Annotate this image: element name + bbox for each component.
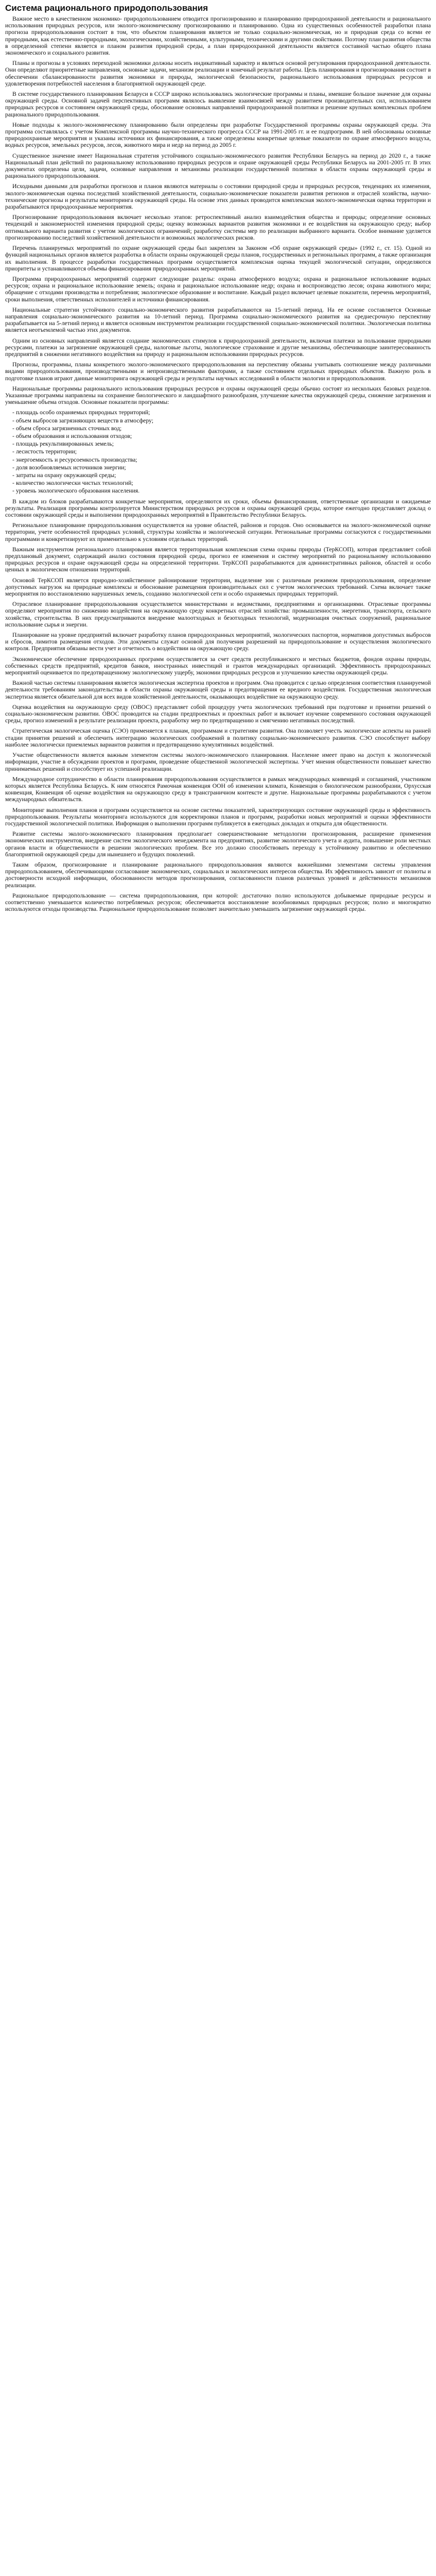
list-item: - энергоемкость и ресурсоемкость производства; bbox=[12, 456, 137, 463]
list-item: - объем выбросов загрязняющих веществ в атмосферу; bbox=[12, 417, 153, 424]
paragraph: Важной частью системы планирования является экологическая экспертиза проектов и программ. Она проводится с целью определения соответствия планируемой деятельности требованиям законодательства в области охраны окружающей среды и предотвращения ее вредного воздействия. Государственная экологическая экспертиза является обязательной для всех видов хозяйственной деятельности, оказывающих воздействие на окружающую среду. bbox=[5, 680, 431, 700]
paragraph: Новые подходы к эколого-экономическому планированию были определены при разработке Государственной программы охраны окружающей среды. Эта программа составлялась с учетом Комплексной программы научно-технического прогресса СССР на 1991-2005 гг. и ее подпрограмм. В ней обоснованы основные природоохранные мероприятия и указаны источники их финансирования, а также определены конкретные целевые показатели по охране атмосферного воздуха, водных ресурсов, земельных ресурсов, лесов, животного мира и недр на период до 2005 г. bbox=[5, 121, 431, 149]
paragraph: Рациональное природопользование — система природопользования, при которой: достаточно полно используются добываемые природные ресурсы и соответственно уменьшается количество потребляемых ресурсов; обеспечивается восстановление возобновимых природных ресурсов; полно и многократно используются отходы производства. Рациональное природопользование позволяет значительно уменьшить загрязнение окружающей среды. bbox=[5, 892, 431, 913]
document-body-intro bbox=[5, 15, 431, 405]
paragraph: Развитие системы эколого-экономического планирования предполагает совершенствование методологии прогнозирования, расширение применения экономических инструментов, внедрение систем экологического менеджмента на предприятиях, развитие экологического учета и аудита, повышение роли местных органов власти и общественности в решении экологических проблем. Все это должно способствовать переходу к устойчивому развитию и обеспечению благоприятной окружающей среды для нынешнего и будущих поколений. bbox=[5, 831, 431, 858]
paragraph: Международное сотрудничество в области планирования природопользования осуществляется в рамках международных конвенций и соглашений, участником которых является Республика Беларусь. К ним относятся Рамочная конвенция ООН об изменении климата, Конвенция о биологическом разнообразии, Орхусская конвенция, Конвенция об оценке воздействия на окружающую среду в трансграничном контексте и другие. Национальные программы разрабатываются с учетом международных обязательств. bbox=[5, 775, 431, 803]
list-item: - количество экологически чистых технологий; bbox=[12, 480, 133, 487]
paragraph: Прогнозирование природопользования включает несколько этапов: ретроспективный анализ взаимодействия общества и природы; определение основных тенденций и закономерностей изменения природной среды; оценку возможных вариантов развития экономики и ее воздействия на окружающую среду; выбор оптимального варианта развития с учетом экологических ограничений; разработку системы мер по реализации выбранного варианта. Особое внимание уделяется прогнозированию последствий хозяйственной деятельности и возможных экологических рисков. bbox=[5, 214, 431, 241]
paragraph: Программа природоохранных мероприятий содержит следующие разделы: охрана атмосферного воздуха; охрана и рациональное использование водных ресурсов; охрана и рациональное использование земель; охрана и рациональное использование недр; охрана и воспроизводство лесов; охрана животного мира; обращение с отходами производства и потребления; экологическое образование и воспитание. Каждый раздел включает целевые показатели, перечень мероприятий, сроки выполнения, ответственных исполнителей и источники финансирования. bbox=[5, 275, 431, 303]
paragraph: Исходными данными для разработки прогнозов и планов являются материалы о состоянии природной среды и природных ресурсов, тенденциях их изменения, эколого-экономическая оценка последствий хозяйственной деятельности, социально-экономические показатели развития регионов и отраслей хозяйства, научно-технические прогнозы и результаты мониторинга окружающей среды. На основе этих данных проводится комплексная эколого-экономическая оценка территории и разрабатываются природоохранные мероприятия. bbox=[5, 183, 431, 211]
paragraph: Таким образом, прогнозирование и планирование рационального природопользования являются важнейшими элементами системы управления природопользованием, обеспечивающими согласование экономических, социальных и экологических интересов общества. Их эффективность зависит от полноты и достоверности исходной информации, обоснованности методов прогнозирования, согласованности планов различных уровней и действенности механизмов реализации. bbox=[5, 861, 431, 889]
paragraph: Прогнозы, программы, планы конкретного эколого-экономического природопользования на перспективу обязаны учитывать соотношение между различными видами природопользования, производственными и непроизводственными факторами, а также состоянием отдельных природных объектов. Важную роль в подготовке планов играют данные мониторинга окружающей среды и результаты научных исследований в области экологии и природопользования. bbox=[5, 361, 431, 382]
paragraph: Отраслевое планирование природопользования осуществляется министерствами и ведомствами, предприятиями и организациями. Отраслевые программы определяют мероприятия по снижению воздействия на окружающую среду конкретных отраслей хозяйства: промышленности, энергетики, транспорта, сельского хозяйства, строительства. В них предусматриваются внедрение малоотходных и безотходных технологий, модернизация очистных сооружений, рациональное использование сырья и энергии. bbox=[5, 601, 431, 628]
list-item: - затраты на охрану окружающей среды; bbox=[12, 471, 116, 479]
paragraph: Региональное планирование природопользования осуществляется на уровне областей, районов и городов. Оно основывается на эколого-экономической оценке территории, учете особенностей природных условий, структуры хозяйства и экологической ситуации. Региональные программы согласуются с государственными программами и конкретизируют их применительно к условиям отдельных территорий. bbox=[5, 522, 431, 543]
paragraph: Существенное значение имеет Национальная стратегия устойчивого социально-экономического развития Республики Беларусь на период до 2020 г., а также Национальный план действий по рациональному использованию природных ресурсов и охране окружающей среды Республики Беларусь на 2001-2005 гг. В этих документах определены цели, задачи, основные направления и механизмы реализации государственной политики в области охраны окружающей среды и рационального природопользования. bbox=[5, 152, 431, 180]
paragraph: Перечень планируемых мероприятий по охране окружающей среды был закреплен за Законом «Об охране окружающей среды» (1992 г., ст. 15). Одной из функций национальных органов является разработка в области охраны окружающей среды планов, государственных и региональных программ, а также организация их выполнения. В процессе разработки государственных программ осуществляется комплексная оценка текущей экологической ситуации, определяются приоритеты и устанавливаются объемы финансирования природоохранных мероприятий. bbox=[5, 245, 431, 272]
paragraph: Важное место в качественном экономико- природопользованием отводится прогнозированию и планированию природоохранной деятельности и рационального использования природных ресурсов, или эколого-экономическому прогнозированию и планированию. Одна из существенных особенностей разработки плана прогноза природопользования состоит в том, что объектом планирования является не только социально-экономическая, но и природная среда со всеми ее природными, как естественно-природными, экологическими, хозяйственными, культурными, техническими и другими свойствами. Поэтому план развития общества в определенной степени является и планом развития природной среды, а план природоохранной деятельности является составной частью общего плана экономического и социального развития. bbox=[5, 15, 431, 57]
paragraph: Мониторинг выполнения планов и программ осуществляется на основе системы показателей, характеризующих состояние окружающей среды и эффективность природопользования. Результаты мониторинга используются для корректировки планов и программ, разработки новых мероприятий и оценки эффективности государственной экологической политики. Информация о выполнении программ публикуется в ежегодных докладах и открыта для общественности. bbox=[5, 806, 431, 827]
paragraph: Экономическое обеспечение природоохранных программ осуществляется за счет средств республиканского и местных бюджетов, фондов охраны природы, собственных средств предприятий, кредитов банков, иностранных инвестиций и грантов международных организаций. Эффективность природоохранных мероприятий оценивается по предотвращенному экологическому ущербу, экономии природных ресурсов и улучшению качества окружающей среды. bbox=[5, 655, 431, 676]
paragraph: Важным инструментом регионального планирования является территориальная комплексная схема охраны природы (ТерКСОП), которая представляет собой предплановый документ, содержащий анализ состояния природной среды, прогноз ее изменения и систему мероприятий по рациональному использованию природных ресурсов и охране окружающей среды на определенной территории. ТерКСОП разрабатываются для административных районов, областей и особо ценных в экологическом отношении территорий. bbox=[5, 546, 431, 573]
document-title: Система рационального природопользования bbox=[5, 3, 208, 13]
paragraph: В системе государственного планирования Беларуси в СССР широко использовались экологические программы и планы, имевшие большое значение для охраны окружающей среды. Основной задачей перспективных программ являлось выявление взаимосвязей между развитием производительных сил, использованием природных ресурсов и состоянием окружающей среды, обоснование основных направлений природоохранной политики и решение крупных комплексных проблем рационального природопользования. bbox=[5, 91, 431, 118]
paragraph: Национальные стратегии устойчивого социально-экономического развития разрабатываются на 15-летний период. На ее основе составляется Основные направления социально-экономического развития на 10-летний период. Программа социально-экономического развития на среднесрочную перспективу разрабатывается на 5-летний период и является основным инструментом реализации государственной социально-экономической политики. Экологическая политика является неотъемлемой частью этих документов. bbox=[5, 306, 431, 334]
paragraph: Одним из основных направлений является создание экономических стимулов к природоохранной деятельности, включая платежи за пользование природными ресурсами, платежи за загрязнение окружающей среды, налоговые льготы, экологическое страхование и другие механизмы, обеспечивающие заинтересованность предприятий в снижении негативного воздействия на природу и рациональном использовании природных ресурсов. bbox=[5, 337, 431, 358]
list-item: - объем образования и использования отходов; bbox=[12, 432, 132, 439]
paragraph: Стратегическая экологическая оценка (СЭО) применяется к планам, программам и стратегиям развития. Она позволяет учесть экологические аспекты на ранней стадии принятия решений и обеспечить интеграцию экологических соображений в политику социально-экономического развития. СЭО способствует выбору наиболее экологически приемлемых вариантов развития и предотвращению кумулятивных воздействий. bbox=[5, 727, 431, 748]
list-item: - площадь рекультивированных земель; bbox=[12, 440, 114, 448]
paragraph: Основой ТерКСОП является природно-хозяйственное районирование территории, выделение зон с различным режимом природопользования, определение допустимых нагрузок на природные комплексы и обоснование размещения производительных сил с учетом экологических требований. Схема включает также мероприятия по восстановлению нарушенных земель, созданию экологической сети и особо охраняемых природных территорий. bbox=[5, 577, 431, 598]
list-item: - уровень экологического образования населения. bbox=[12, 487, 140, 495]
list-item: - объем сброса загрязненных сточных вод; bbox=[12, 425, 122, 432]
list-item: - лесистость территории; bbox=[12, 448, 77, 455]
indicator-list bbox=[5, 409, 431, 494]
paragraph: Оценка воздействия на окружающую среду (ОВОС) представляет собой процедуру учета экологических требований при подготовке и принятии решений о социально-экономическом развитии. ОВОС проводится на стадии предпроектных и проектных работ и включает изучение современного состояния окружающей среды, прогноз изменений в результате реализации проекта, разработку мер по предотвращению и смягчению негативных последствий. bbox=[5, 703, 431, 724]
paragraph: Планирование на уровне предприятий включает разработку планов природоохранных мероприятий, экологических паспортов, нормативов допустимых выбросов и сбросов, лимитов размещения отходов. Эти документы служат основой для получения разрешений на природопользование и осуществления экологического контроля. Предприятия обязаны вести учет и отчетность о воздействии на окружающую среду. bbox=[5, 632, 431, 652]
paragraph: Планы и прогнозы в условиях переходной экономики должны носить индикативный характер и являться основой регулирования природоохранной деятельности. Они определяют приоритетные направления, основные задачи, механизм реализации и конечный результат работы. Цель планирования и прогнозирования состоит в обеспечении сбалансированности развития экономики и природы, экологической безопасности, рационального использования природных ресурсов и удовлетворения потребностей населения в благоприятной окружающей среде. bbox=[5, 60, 431, 87]
list-item: - доля возобновляемых источников энергии; bbox=[12, 464, 126, 471]
paragraph: Национальные программы рационального использования природных ресурсов и охраны окружающей среды обычно состоят из нескольких базовых разделов. Указанные программы направлены на сохранение биологического и ландшафтного разнообразия, улучшение качества окружающей среды, снижение загрязнения и уменьшение объема отходов. Основные показатели программы: bbox=[5, 385, 431, 406]
document-body-main bbox=[5, 498, 431, 913]
list-item: - площадь особо охраняемых природных территорий; bbox=[12, 409, 150, 416]
paragraph: В каждом из блоков разрабатываются конкретные мероприятия, определяются их сроки, объемы финансирования, ответственные организации и ожидаемые результаты. Реализация программы контролируется Министерством природных ресурсов и охраны окружающей среды, которое ежегодно представляет доклад о состоянии окружающей среды и выполнении природоохранных мероприятий в Правительство Республики Беларусь. bbox=[5, 498, 431, 518]
paragraph: Участие общественности является важным элементом системы эколого-экономического планирования. Население имеет право на доступ к экологической информации, участие в обсуждении проектов и программ, проведение общественной экологической экспертизы. Учет мнения общественности повышает качество принимаемых решений и способствует их успешной реализации. bbox=[5, 752, 431, 772]
